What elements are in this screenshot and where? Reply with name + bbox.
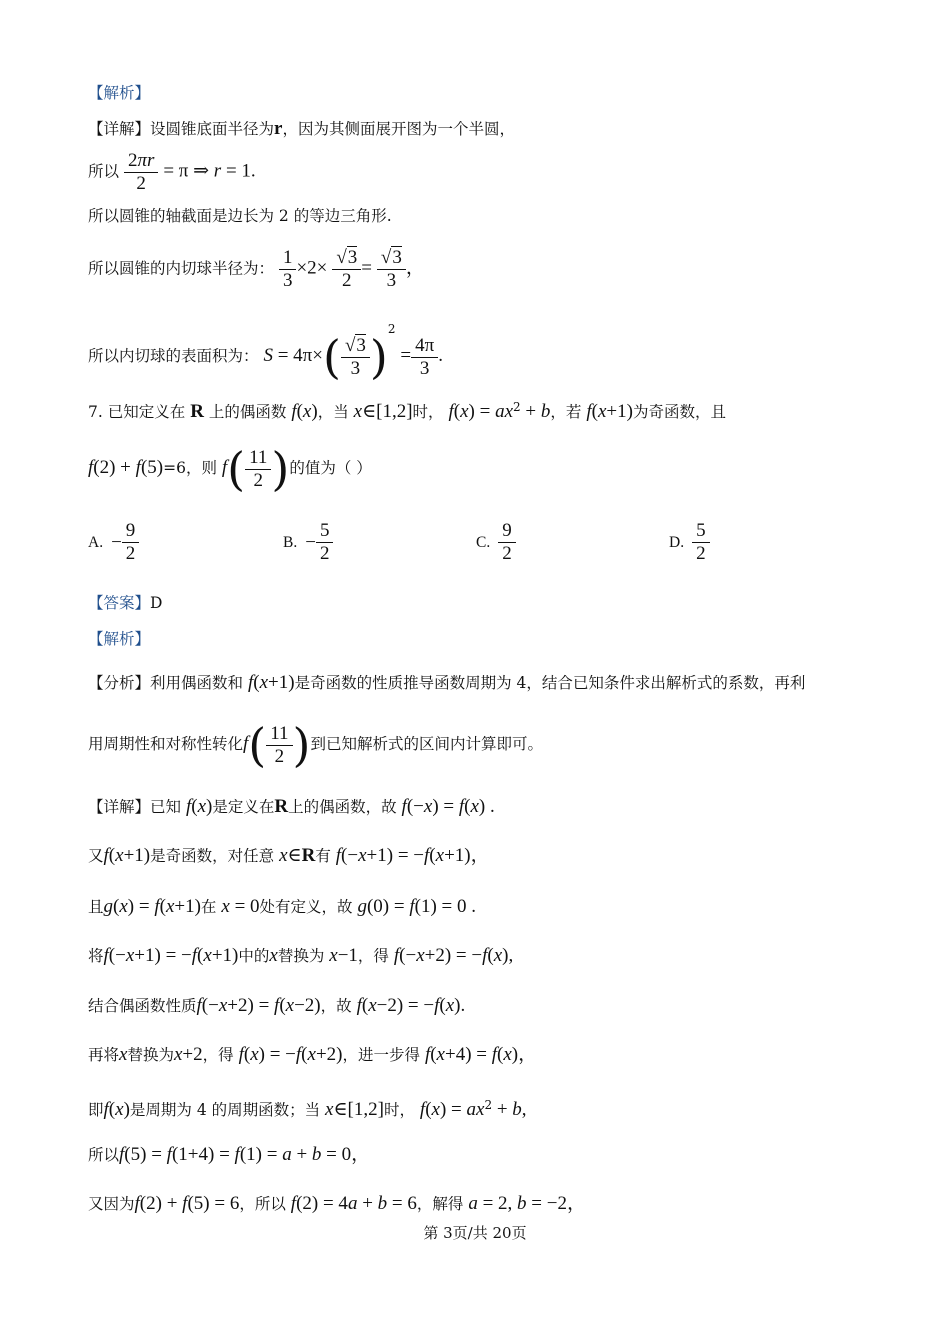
detail-line-4: 所以圆锥的内切球半径为： $\frac{1}{3}$ ×2× $\frac{√3}{2}$ = $\frac{√3}{3}$ ，: [88, 247, 425, 291]
answer-line: 【答案】D: [88, 594, 163, 612]
detail-7-line-5: 结合偶函数性质f(−x+2) = f(x−2)，故 f(x−2) = −f(x).: [88, 995, 466, 1016]
detail-7-line-4: 将f(−x+1) = −f(x+1)中的x替换为 x−1，得 f(−x+2) = −f(x),: [88, 945, 514, 966]
detail-7-line-3: 且g(x) = f(x+1)在 x = 0处有定义，故 g(0) = f(1) = 0 .: [88, 896, 477, 917]
detail-7-line-2: 又f(x+1)是奇函数，对任意 x∈R有 f(−x+1) = −f(x+1)，: [88, 845, 490, 866]
page-footer: 第 3页/共 20页: [423, 1224, 527, 1242]
option-d: D. $\frac{5}{2}$: [669, 520, 710, 565]
detail-line-3: 所以圆锥的轴截面是边长为 2 的等边三角形.: [88, 207, 392, 225]
detail-7-line-6: 再将x替换为x+2，得 f(x) = −f(x+2)，进一步得 f(x+4) = f(x)，: [88, 1044, 538, 1065]
question-7-stem-line-1: 7. 已知定义在 R 上的偶函数 f(x)，当 x∈[1,2]时， $f(x) = ax^2 + b$，若 f(x+1)为奇函数，且: [88, 400, 726, 423]
option-b: B. − $\frac{5}{2}$: [283, 520, 333, 565]
question-7-stem-line-2: f(2) + f(5)=6，则 f( $\frac{11}{2}$ )的值为（ ）: [88, 442, 372, 496]
option-a: A. − $\frac{9}{2}$: [88, 520, 139, 565]
fenxi-line-1: 【分析】利用偶函数和 f(x+1)是奇函数的性质推导函数周期为 4，结合已知条件求出解析式的系数，再利: [88, 672, 806, 693]
detail-line-5: 所以内切球的表面积为： S = 4π×( $\frac{√3}{3}$ )$^2$ = $\frac{4\pi}{3}$ .: [88, 322, 443, 384]
detail-line-2: 所以 $\frac{2\pi r}{2}$ = π ⇒ r = 1.: [88, 150, 256, 194]
detail-7-line-9: 又因为f(2) + f(5) = 6，所以 f(2) = 4a + b = 6，解得 a = 2, b = −2，: [88, 1193, 586, 1214]
option-c: C. $\frac{9}{2}$: [476, 520, 516, 565]
analysis-tag-2: 【解析】: [88, 630, 151, 648]
analysis-tag: 【解析】: [88, 84, 151, 102]
fenxi-line-2: 用周期性和对称性转化f( $\frac{11}{2}$ )到已知解析式的区间内计算即可。: [88, 718, 544, 772]
detail-7-line-1: 【详解】已知 f(x)是定义在R上的偶函数，故 f(−x) = f(x) .: [88, 796, 495, 817]
detail-7-line-7: 即f(x)是周期为 4 的周期函数；当 x∈[1,2]时， $f(x) = ax^2 + b$,: [88, 1098, 527, 1121]
detail-line-1: 【详解】设圆锥底面半径为r，因为其侧面展开图为一个半圆，: [88, 118, 515, 139]
detail-7-line-8: 所以f(5) = f(1+4) = f(1) = a + b = 0，: [88, 1144, 371, 1165]
